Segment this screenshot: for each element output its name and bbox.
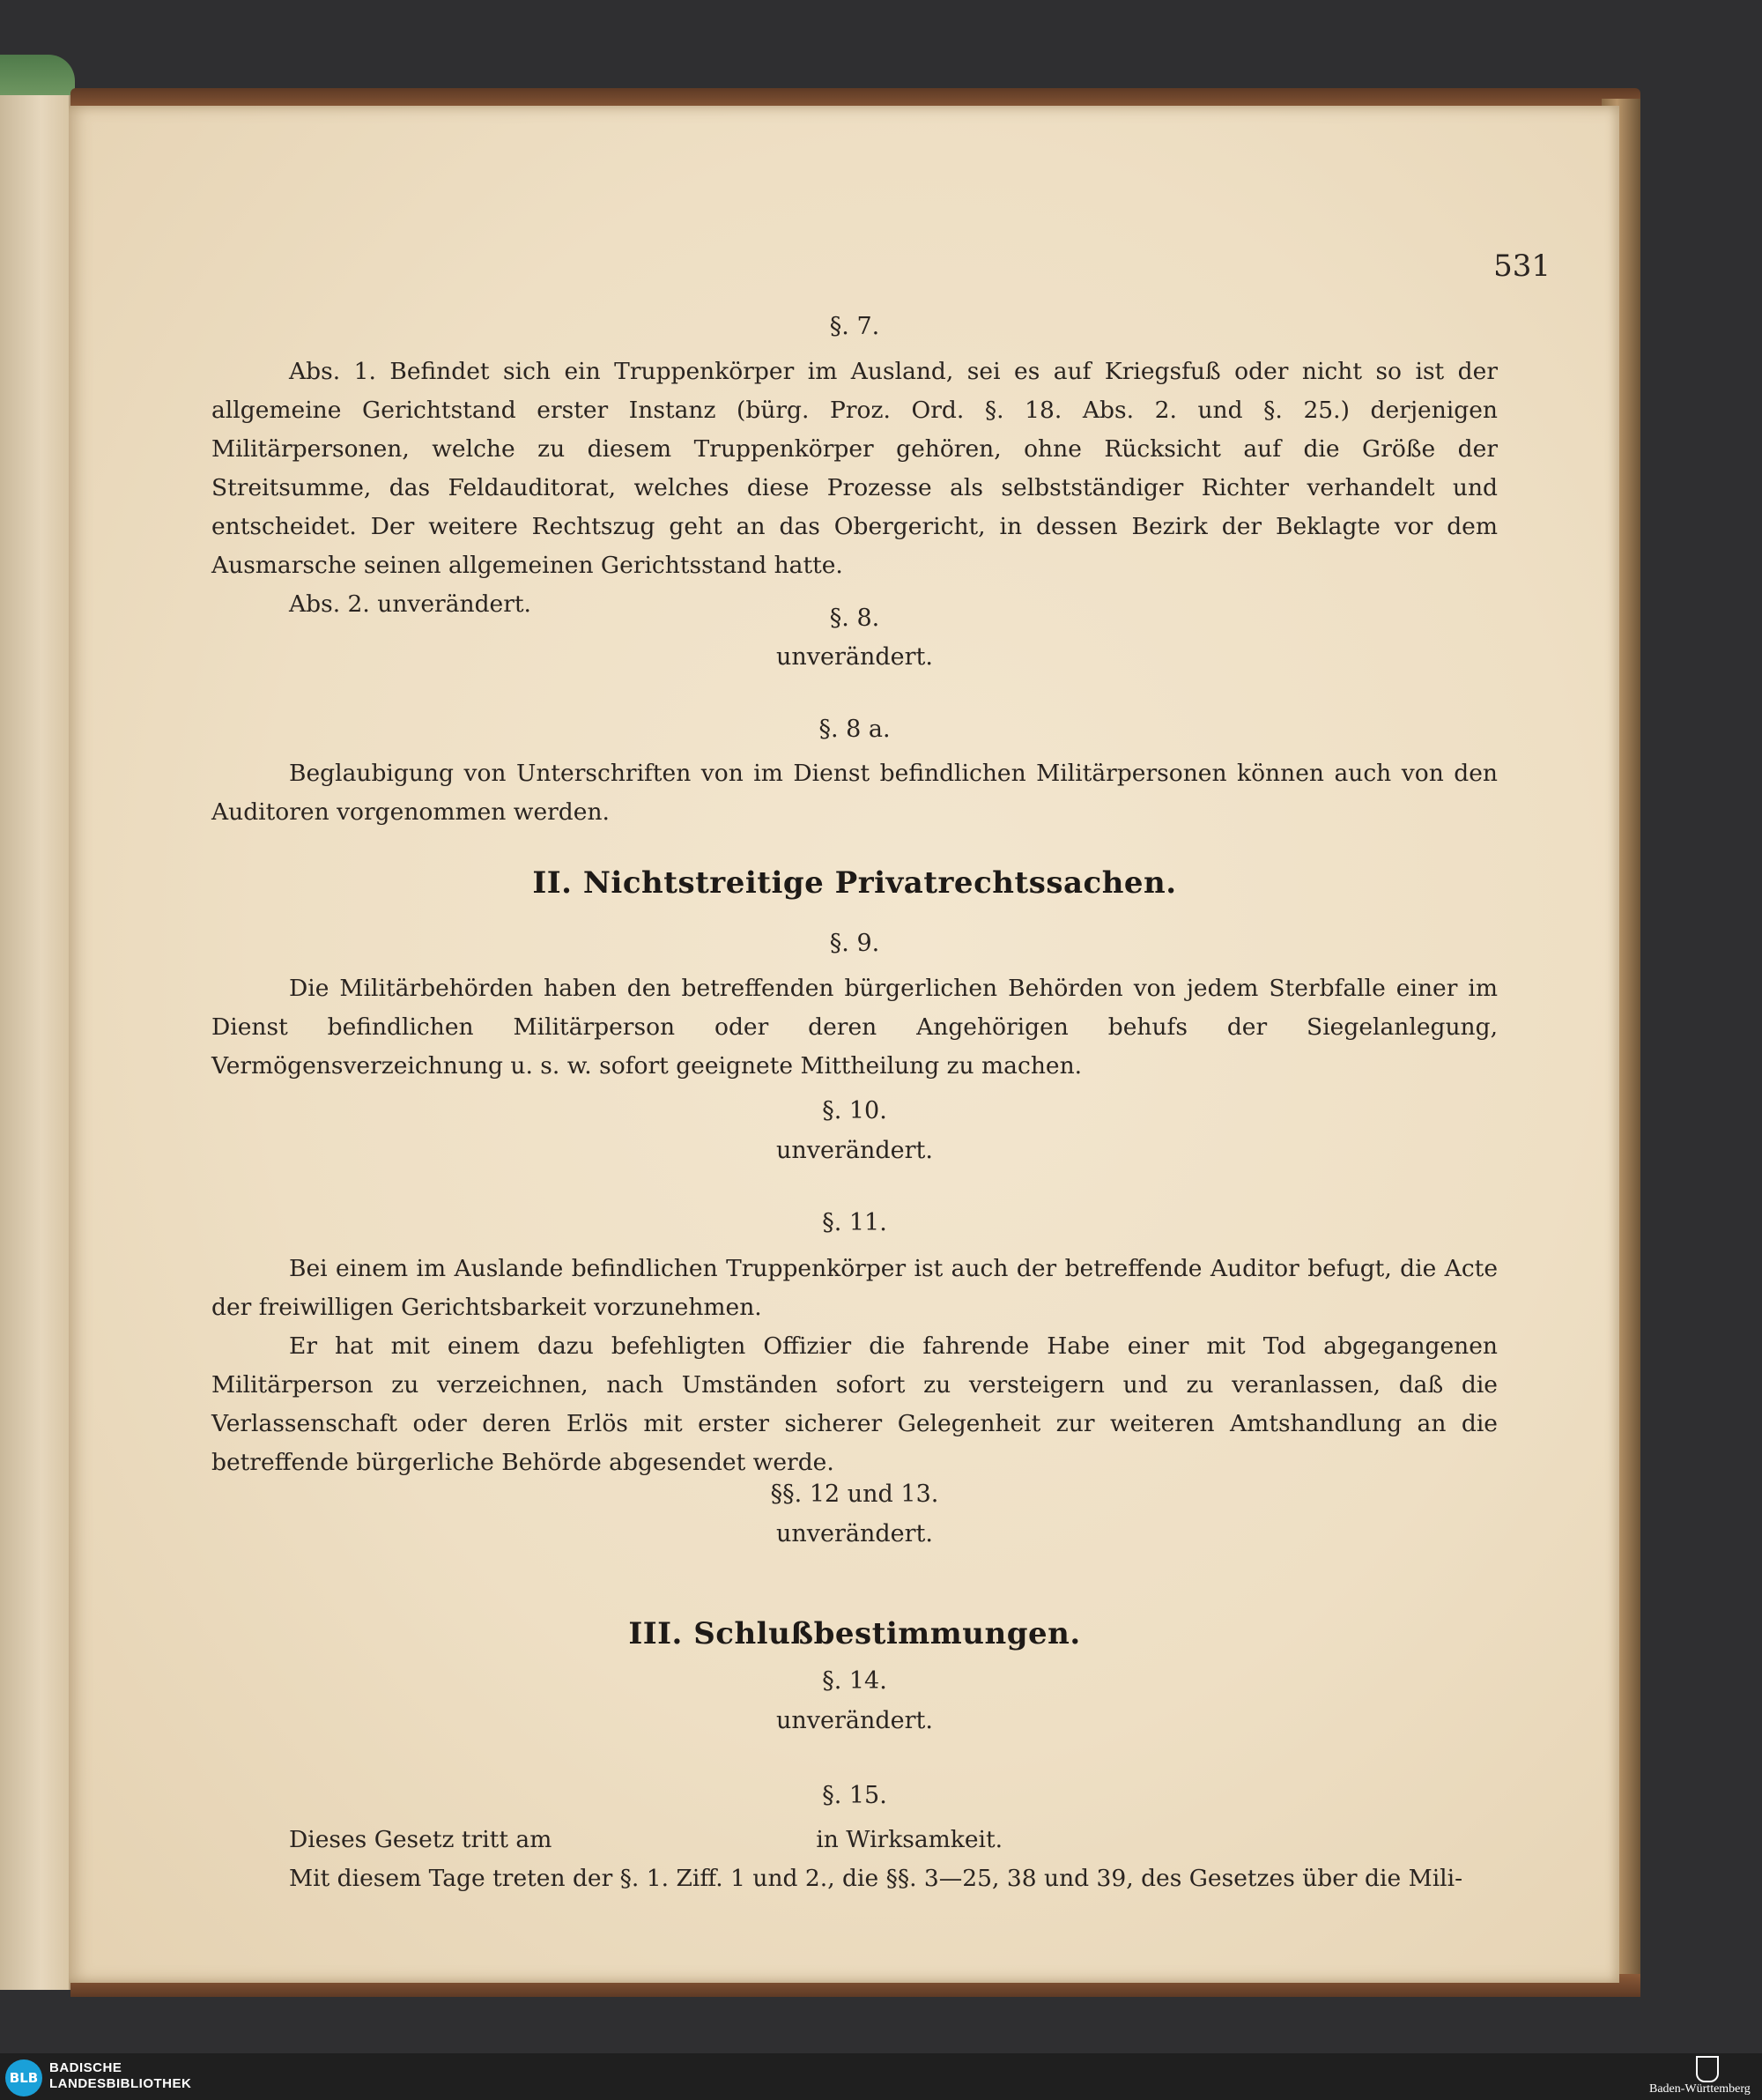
blb-logo[interactable]: BLB <box>5 2059 42 2096</box>
section-8a-body <box>211 754 1498 832</box>
section-9-body <box>211 969 1498 1086</box>
section-11-paragraph-1: Bei einem im Auslande befindlichen Truppenkörper ist auch der betreffende Auditor befugt, die Acte der freiwilligen Gerichtsbarkeit vorzunehmen. <box>211 1255 1498 1321</box>
section-8a-title: §. 8 a. <box>818 716 891 743</box>
section-14-text: unverändert. <box>775 1707 933 1734</box>
section-15-paragraph-1 <box>211 1821 1498 1859</box>
section-12-13-title: §§. 12 und 13. <box>770 1480 939 1508</box>
section-10-title: §. 10. <box>822 1097 887 1124</box>
library-name-line-2: LANDESBIBLIOTHEK <box>49 2076 192 2091</box>
section-11-paragraph-2: Er hat mit einem dazu befehligten Offizier die fahrende Habe einer mit Tod abgegangenen Militärperson zu verzeichnen, nach Umständen sofort zu versteigern und zu veranlassen, daß die Verlassenschaft oder deren Erlös mit erster sicherer Gelegenheit zur weiteren Amtshandlung an die betreffende bürgerliche Behörde abgesendet werde. <box>211 1332 1498 1476</box>
section-15-paragraph-2: Mit diesem Tage treten der §. 1. Ziff. 1 und 2., die §§. 3—25, 38 und 39, des Gesetzes über die Mili- <box>289 1865 1463 1892</box>
section-14-title: §. 14. <box>822 1667 887 1695</box>
library-name-line-1: BADISCHE <box>49 2060 122 2075</box>
crest-icon <box>1696 2056 1719 2082</box>
section-7-paragraph-2: Abs. 2. unverändert. <box>289 590 531 618</box>
section-12-13-text: unverändert. <box>775 1520 933 1547</box>
footer-bar <box>0 2053 1762 2100</box>
section-11-body <box>211 1250 1498 1482</box>
section-7-paragraph-1: Abs. 1. Befindet sich ein Truppenkörper im Ausland, sei es auf Kriegsfuß oder nicht so ist der allgemeine Gerichtstand erster Instanz (bürg. Proz. Ord. §. 18. Abs. 2. und §. 25.) derjenigen Militärpersonen, welche zu diesem Truppenkörper gehören, ohne Rücksicht auf die Größe der Streitsumme, das Feldauditorat, welches diese Prozesse als selbstständiger Richter verhandelt und entscheidet. Der weitere Rechtszug geht an das Obergericht, in dessen Bezirk der Beklagte vor dem Ausmarsche seinen allgemeinen Gerichtsstand hatte. <box>211 358 1498 579</box>
page-number: 531 <box>1493 249 1551 284</box>
section-10-text: unverändert. <box>775 1137 933 1164</box>
section-8a-paragraph: Beglaubigung von Unterschriften von im Dienst befindlichen Militärpersonen können auch von den Auditoren vorgenommen werden. <box>211 760 1498 826</box>
heading-part-3: III. Schlußbestimmungen. <box>628 1616 1081 1651</box>
section-9-title: §. 9. <box>829 930 880 957</box>
section-9-paragraph: Die Militärbehörden haben den betreffenden bürgerlichen Behörden von jedem Sterbfalle einer im Dienst befindlichen Militärperson oder deren Angehörigen behufs der Siegelanlegung, Vermögensverzeichnung u. s. w. sofort geeignete Mittheilung zu machen. <box>211 975 1498 1080</box>
section-8-text: unverändert. <box>775 643 933 671</box>
section-7-body <box>211 352 1498 624</box>
section-15-text-a: Dieses Gesetz tritt am <box>289 1826 552 1853</box>
section-15-text-b: in Wirksamkeit. <box>816 1826 1003 1853</box>
section-8-title: §. 8. <box>829 605 880 632</box>
library-name[interactable] <box>49 2060 191 2092</box>
section-7-title: §. 7. <box>829 313 880 340</box>
section-15-title: §. 15. <box>822 1782 887 1809</box>
region-label: Baden-Württemberg <box>1649 2082 1751 2096</box>
section-11-title: §. 11. <box>822 1209 887 1236</box>
left-page-edge <box>0 95 70 1990</box>
section-15-body <box>211 1821 1498 1898</box>
heading-part-2: II. Nichtstreitige Privatrechtssachen. <box>532 865 1177 901</box>
